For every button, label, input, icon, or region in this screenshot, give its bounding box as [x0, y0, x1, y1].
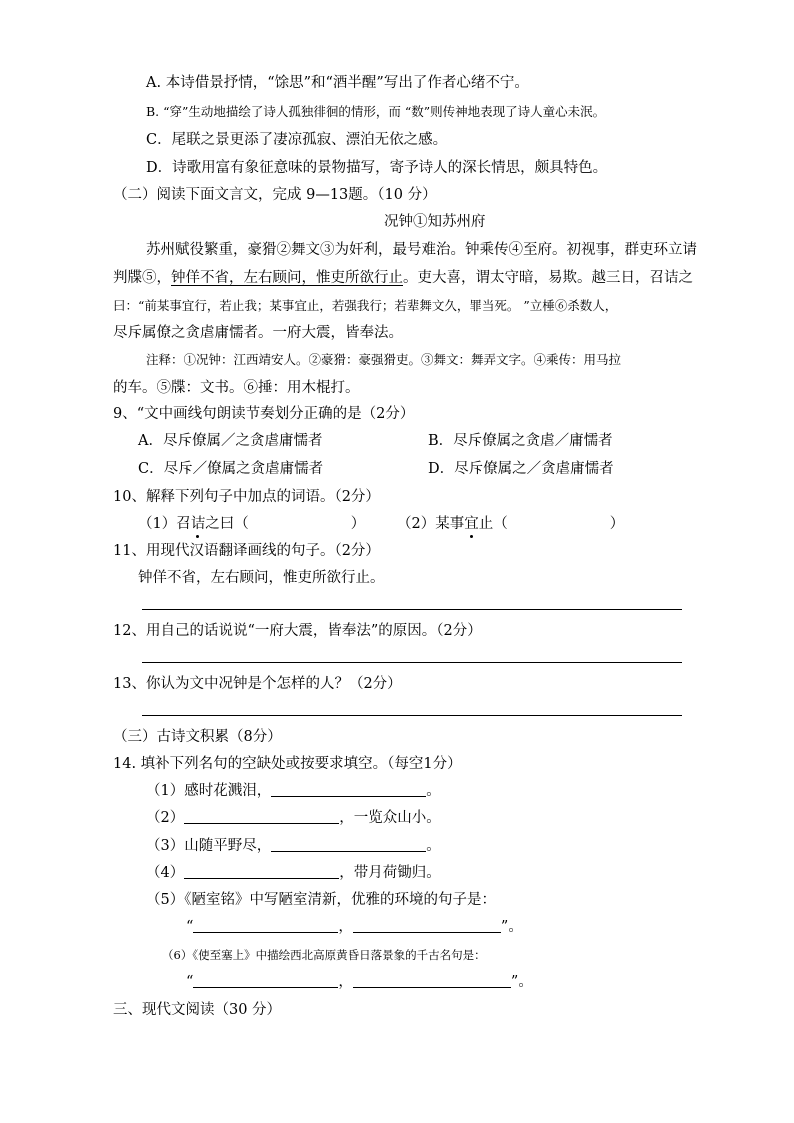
- q14-item-5: （5）《陋室铭》中写陋室清新，优雅的环境的句子是：: [146, 892, 496, 908]
- passage-line-2: [113, 268, 693, 288]
- q14-item-4-text: ，带月荷锄归。: [339, 865, 441, 881]
- q9-option-a: A．尽斥僚属／之贪虐庸懦者: [138, 433, 323, 449]
- dotted-word: 宜: [464, 516, 479, 532]
- open-quote: “: [186, 919, 194, 935]
- q14-item-2: [146, 808, 441, 828]
- q14-item-1-end: 。: [426, 783, 441, 799]
- dotted-word: 诘: [190, 516, 206, 532]
- passage-text: 判牒⑤，: [113, 270, 171, 286]
- q14-item-6-blanks: [186, 972, 533, 992]
- q14-item-6: （6）《使至塞上》中描绘西北高原黄昏日落景象的千古名句是：: [162, 948, 486, 962]
- q14-item-4: [146, 863, 441, 883]
- q9-option-b: B．尽斥僚属之贪虐／庸懦者: [428, 433, 613, 449]
- q14-item-5-blanks: [186, 917, 523, 937]
- underlined-sentence: 钟佯不省，左右顾问，惟吏所欲行止: [171, 270, 403, 286]
- q14-item-2-text: ，一览众山小。: [339, 810, 441, 826]
- q11-stem: 11、用现代汉语翻译画线的句子。（2分）: [113, 543, 380, 559]
- blank-field[interactable]: [353, 973, 511, 988]
- passage-line-1: 苏州赋役繁重，豪猾②舞文③为奸利，最号难治。钟乘传④至府。初视事，群吏环立请: [146, 242, 697, 258]
- q14-item-3-text: （3）山随平野尽，: [146, 838, 272, 854]
- blank-field[interactable]: [184, 864, 339, 879]
- q10-item-2-suffix: 止（: [478, 516, 508, 532]
- part3-heading: 三、现代文阅读（30 分）: [113, 1002, 282, 1018]
- q14-stem: 14. 填补下列名句的空缺处或按要求填空。（每空1分）: [113, 756, 462, 772]
- passage-note-1: 注释：①况钟：江西靖安人。②豪猾：豪强猾吏。③舞文：舞弄文字。④乘传：用马拉: [146, 352, 622, 367]
- q13-answer-line[interactable]: [142, 715, 682, 716]
- blank-field[interactable]: [271, 837, 426, 852]
- blank-field[interactable]: [193, 918, 338, 933]
- passage-text: 。吏大喜，谓太守暗，易欺。越三日，召诘之: [403, 270, 693, 286]
- blank-field[interactable]: [184, 809, 339, 824]
- passage-note-2: 的车。⑤牒：文书。⑥捶：用木棍打。: [113, 380, 360, 396]
- option-c: C．尾联之景更添了凄凉孤寂、漂泊无依之感。: [146, 132, 448, 148]
- q10-item-2-close: ）: [609, 516, 625, 532]
- open-quote: “: [186, 974, 194, 990]
- q9-option-d: D．尽斥僚属之／贪虐庸懦者: [428, 461, 614, 477]
- q14-item-3: [146, 836, 441, 856]
- q9-option-c: C．尽斥／僚属之贪虐庸懦者: [138, 461, 324, 477]
- comma: ，: [338, 974, 353, 990]
- close-quote: ”。: [500, 919, 523, 935]
- section2-heading: （二）阅读下面文言文，完成 9—13题。（10 分）: [113, 187, 437, 203]
- comma: ，: [338, 919, 353, 935]
- passage-line-3: 曰：“前某事宜行，若止我；某事宜止，若强我行；若辈舞文久，罪当死。 ”立棰⑥杀数人，: [113, 298, 618, 313]
- blank-field[interactable]: [193, 973, 338, 988]
- q11-sentence: 钟佯不省，左右顾问，惟吏所欲行止。: [138, 570, 385, 586]
- q14-item-3-end: 。: [426, 838, 441, 854]
- passage-title: 况钟①知苏州府: [384, 214, 486, 230]
- q10-item-2-prefix: （2）某事: [397, 516, 465, 532]
- q9-stem: 9、“文中画线句朗读节奏划分正确的是（2分）: [113, 406, 415, 422]
- option-d: D．诗歌用富有象征意味的景物描写，寄予诗人的深长情思，颇具特色。: [146, 160, 608, 176]
- section3-heading: （三）古诗文积累（8分）: [113, 729, 282, 745]
- q12-answer-line[interactable]: [142, 662, 682, 663]
- q12-stem: 12、用自己的话说说“一府大震，皆奉法”的原因。（2分）: [113, 623, 482, 639]
- q10-item-1: [138, 514, 365, 534]
- q14-item-1: [146, 781, 441, 801]
- q14-item-2-number: （2）: [146, 810, 185, 826]
- q13-stem: 13、你认为文中况钟是个怎样的人？（2分）: [113, 676, 402, 692]
- close-quote: ”。: [510, 974, 533, 990]
- option-a: A. 本诗借景抒情，“馀思”和“酒半醒”写出了作者心绪不宁。: [146, 75, 529, 91]
- q14-item-1-text: （1）感时花溅泪，: [146, 783, 272, 799]
- q10-item-1-suffix: 之曰（: [205, 516, 249, 532]
- blank-field[interactable]: [353, 918, 501, 933]
- q10-item-1-close: ）: [350, 516, 366, 532]
- blank-field[interactable]: [271, 782, 426, 797]
- q11-answer-line[interactable]: [142, 609, 682, 610]
- q10-stem: 10、解释下列句子中加点的词语。（2分）: [113, 489, 380, 505]
- passage-line-4: 尽斥属僚之贪虐庸懦者。一府大震，皆奉法。: [113, 325, 403, 341]
- q10-item-1-prefix: （1）召: [138, 516, 191, 532]
- q14-item-4-number: （4）: [146, 865, 185, 881]
- q10-item-2: [397, 514, 624, 534]
- option-b: B. “穿”生动地描绘了诗人孤独徘徊的情形，而 “数”则传神地表现了诗人童心未泯。: [146, 104, 606, 119]
